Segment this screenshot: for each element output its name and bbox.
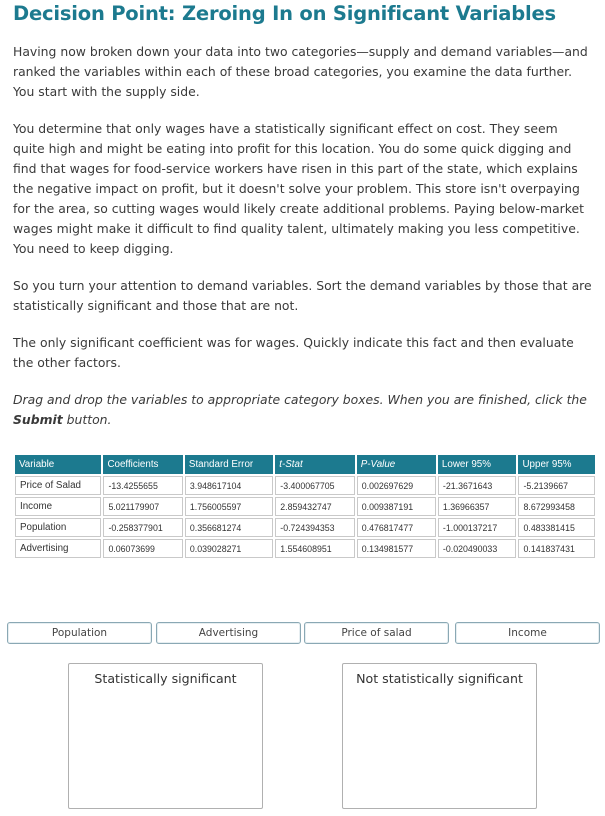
wages-paragraph: The only significant coefficient was for wages. Quickly indicate this fact and then evaluate the other factors. xyxy=(13,335,574,370)
table-cell: -0.020490033 xyxy=(438,539,517,558)
chip-population[interactable]: Population xyxy=(7,622,152,644)
col-standard-error: Standard Error xyxy=(185,455,273,474)
table-cell: 0.141837431 xyxy=(518,539,595,558)
table-cell: -0.724394353 xyxy=(275,518,354,537)
col-upper-95: Upper 95% xyxy=(518,455,595,474)
table-cell: 2.859432747 xyxy=(275,497,354,516)
table-cell: -0.258377901 xyxy=(103,518,182,537)
table-cell: Income xyxy=(15,497,101,516)
col-lower-95: Lower 95% xyxy=(438,455,517,474)
table-cell: 1.36966357 xyxy=(438,497,517,516)
table-cell: 0.039028271 xyxy=(185,539,273,558)
chip-advertising[interactable]: Advertising xyxy=(156,622,301,644)
page-title: Decision Point: Zeroing In on Significant Variables xyxy=(13,2,556,25)
table-row xyxy=(15,539,595,558)
col-t-stat: t-Stat xyxy=(275,455,354,474)
table-cell: 5.021179907 xyxy=(103,497,182,516)
intro-paragraph: Having now broken down your data into two categories—supply and demand variables—and ranked the variables within each of these broad categories, you examine the data further. You start with the supply side. xyxy=(13,44,588,99)
table-cell: 0.06073699 xyxy=(103,539,182,558)
table-cell: -21.3671643 xyxy=(438,476,517,495)
drop-zone-significant-label: Statistically significant xyxy=(94,671,237,686)
table-cell: 3.948617104 xyxy=(185,476,273,495)
table-row xyxy=(15,497,595,516)
supply-paragraph: You determine that only wages have a statistically significant effect on cost. They seem quite high and might be eating into profit for this location. You do some quick digging and find that wages for food-service workers have risen in this part of the state, which explains the negative impact on profit, but it doesn't solve your problem. This store isn't overpaying for the area, so cutting wages would likely create additional problems. Paying below-market wages might make it difficult to find quality talent, ultimately making you less competitive. You need to keep digging. xyxy=(13,121,584,256)
table-cell: Price of Salad xyxy=(15,476,101,495)
instruction-suffix: button. xyxy=(62,412,112,427)
instruction-submit-word: Submit xyxy=(13,412,63,427)
col-p-value: P-Value xyxy=(357,455,436,474)
table-cell: 0.356681274 xyxy=(185,518,273,537)
col-coefficients: Coefficients xyxy=(103,455,182,474)
demand-paragraph: So you turn your attention to demand variables. Sort the demand variables by those that are statistically significant and those that are not. xyxy=(13,278,592,313)
regression-table xyxy=(13,453,597,560)
table-cell: 8.672993458 xyxy=(518,497,595,516)
table-cell: 1.756005597 xyxy=(185,497,273,516)
chip-price-of-salad[interactable]: Price of salad xyxy=(304,622,449,644)
col-variable: Variable xyxy=(15,455,101,474)
instruction-prefix: Drag and drop the variables to appropriate category boxes. When you are finished, click the xyxy=(13,392,587,407)
instruction-text xyxy=(13,390,593,430)
table-cell: 0.009387191 xyxy=(357,497,436,516)
table-cell: -13.4255655 xyxy=(103,476,182,495)
table-cell: 0.002697629 xyxy=(357,476,436,495)
table-cell: -5.2139667 xyxy=(518,476,595,495)
table-header-row xyxy=(15,455,595,474)
table-row xyxy=(15,476,595,495)
table-cell: 0.483381415 xyxy=(518,518,595,537)
table-cell: 0.476817477 xyxy=(357,518,436,537)
table-cell: 1.554608951 xyxy=(275,539,354,558)
chip-income[interactable]: Income xyxy=(455,622,600,644)
table-cell: -3.400067705 xyxy=(275,476,354,495)
table-row xyxy=(15,518,595,537)
table-cell: Advertising xyxy=(15,539,101,558)
drop-zone-not-significant-label: Not statistically significant xyxy=(356,671,523,686)
drop-zone-not-significant[interactable] xyxy=(342,663,537,809)
table-cell: Population xyxy=(15,518,101,537)
drop-zone-significant[interactable] xyxy=(68,663,263,809)
table-cell: -1.000137217 xyxy=(438,518,517,537)
table-cell: 0.134981577 xyxy=(357,539,436,558)
